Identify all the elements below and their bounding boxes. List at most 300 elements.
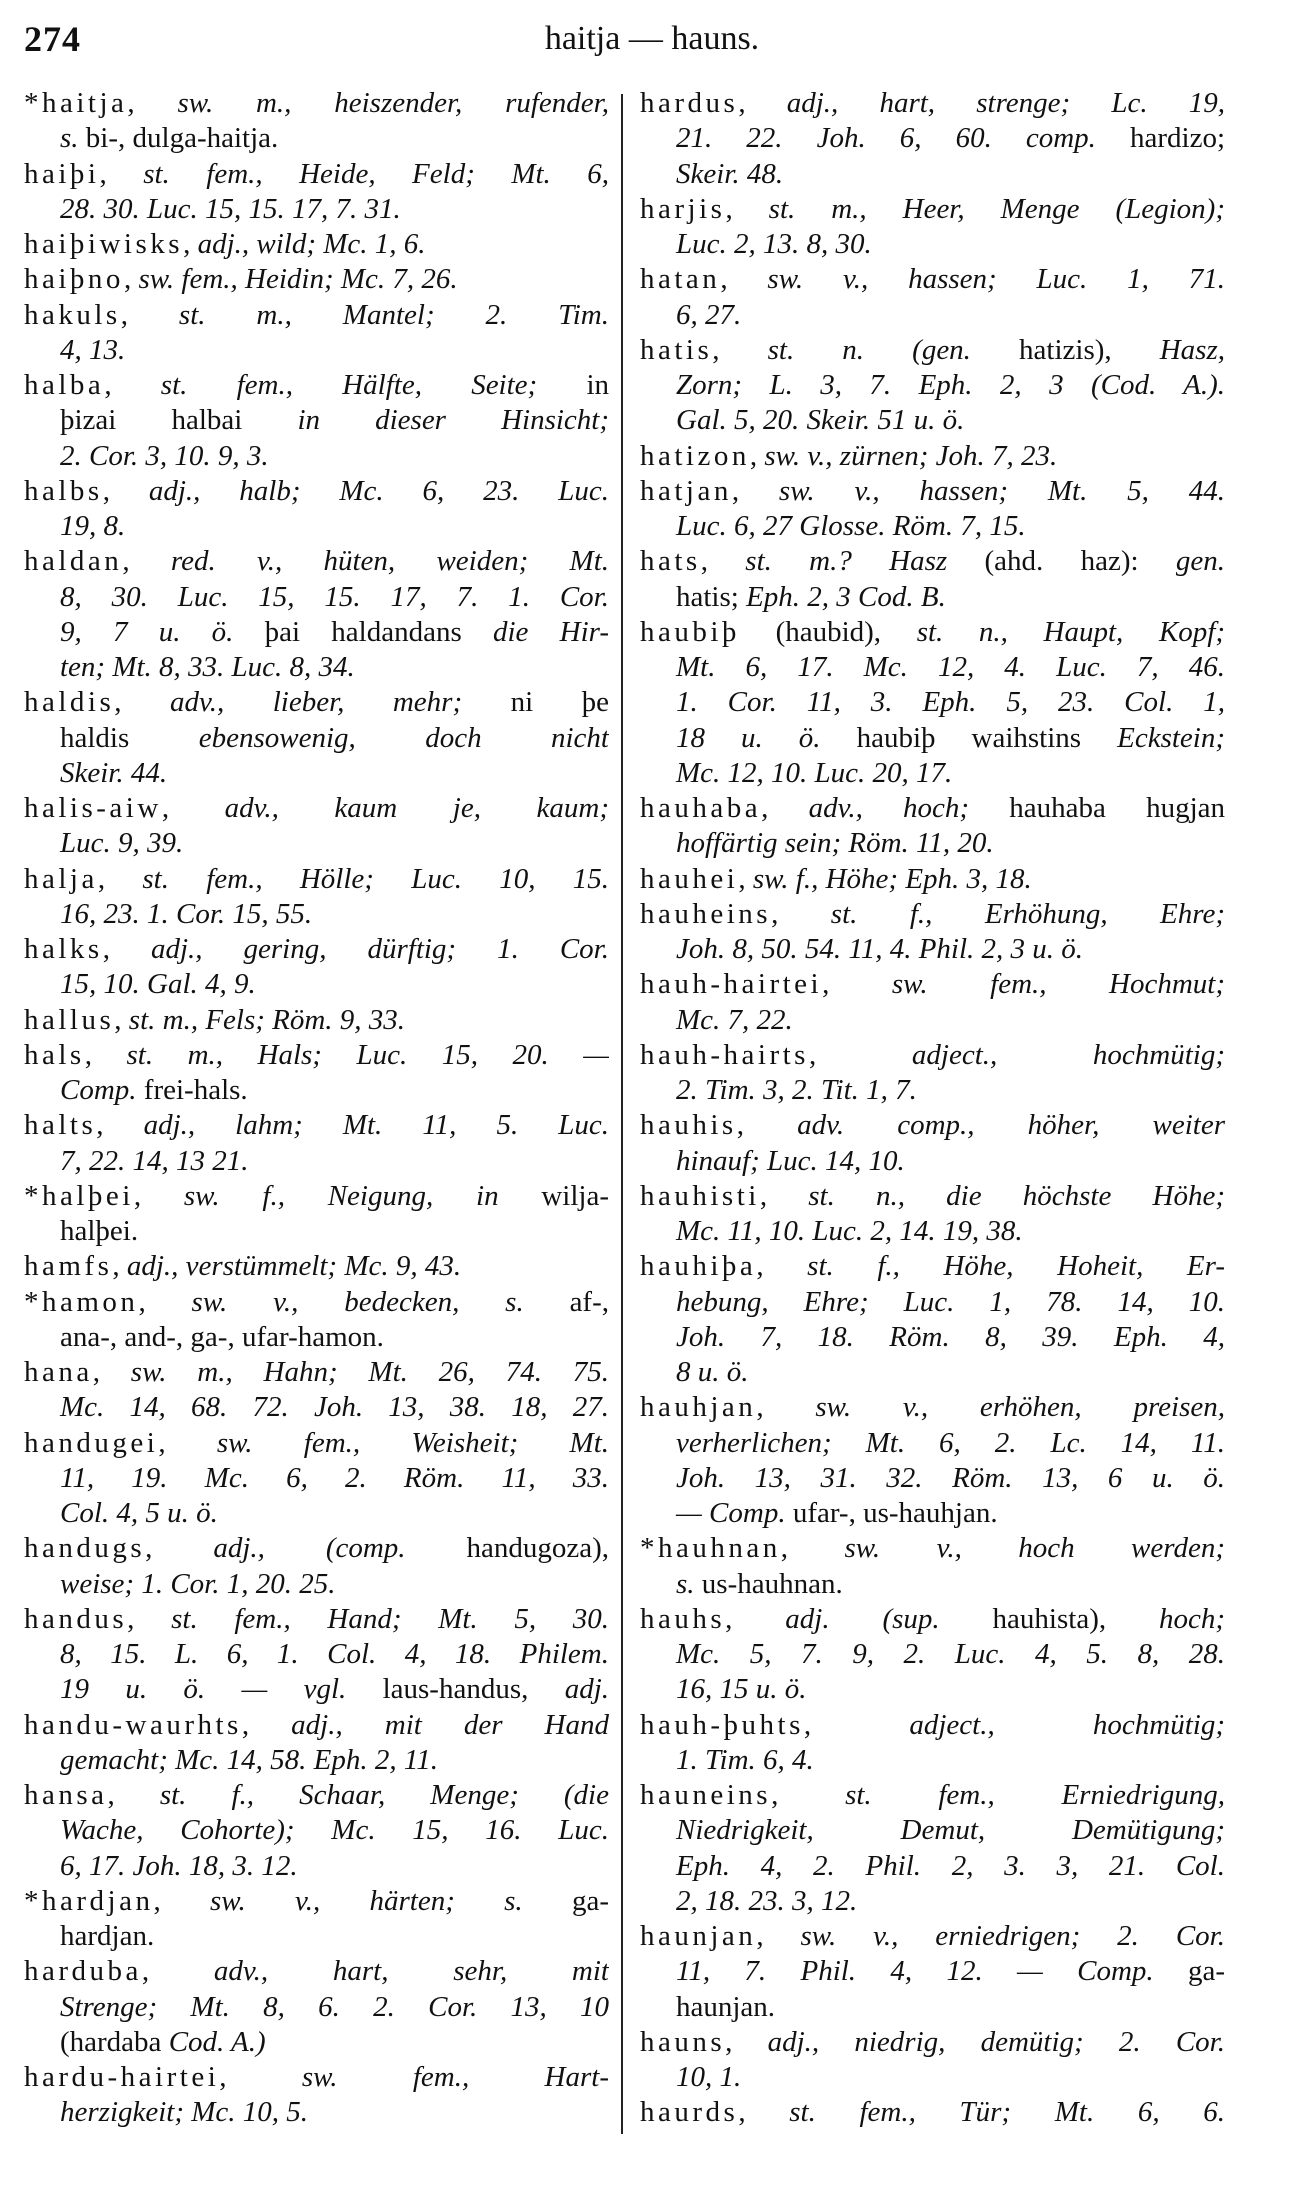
entry-line	[640, 1179, 1225, 1214]
headword: *halþei	[24, 1179, 134, 1212]
roman-text: ,	[756, 1920, 801, 1952]
entry-continuation-line	[640, 1285, 1225, 1320]
roman-text: ,	[738, 862, 753, 895]
headword: *haitja	[24, 87, 128, 119]
entry-line	[640, 1531, 1225, 1566]
roman-text: ,	[138, 1285, 192, 1318]
roman-text: ,	[102, 933, 151, 965]
italic-text: Mt. 6, 17. Mc. 12, 4. Luc. 7, 46.	[676, 651, 1225, 683]
italic-text: Skeir. 48.	[676, 157, 784, 190]
entry-continuation-line	[24, 967, 609, 1002]
headword: hauneins	[640, 1779, 772, 1811]
roman-text: ga-	[1187, 1955, 1225, 1988]
entry-continuation-line	[24, 2025, 609, 2060]
italic-text: 16, 15 u. ö.	[676, 1673, 807, 1706]
entry-continuation-line	[640, 650, 1225, 685]
headword: haiþno	[24, 263, 124, 296]
italic-text: adv. comp., höher, weiter	[797, 1109, 1225, 1142]
italic-text: 21. 22. Joh. 6, 60. comp.	[676, 122, 1130, 155]
headword: halts	[24, 1109, 97, 1142]
roman-text: ga-	[571, 1884, 609, 1917]
italic-text: st. fem., Erniedrigung,	[845, 1779, 1225, 1811]
italic-text: sw. v., hoch werden;	[844, 1532, 1225, 1565]
italic-text: Gal. 5, 20. Skeir. 51 u. ö.	[676, 404, 965, 437]
headword: halks	[24, 933, 103, 965]
italic-text: adj., wild; Mc. 1, 6.	[197, 228, 426, 260]
entry-continuation-line	[24, 1813, 609, 1848]
italic-text: adj., (comp.	[213, 1532, 467, 1565]
entry-line	[24, 298, 609, 333]
italic-text: die Hir-	[493, 615, 609, 648]
entry-line	[24, 474, 609, 509]
roman-text: haunjan.	[676, 1990, 776, 2023]
roman-text: ,	[133, 1179, 184, 1212]
italic-text: hoffärtig sein; Röm. 11, 20.	[676, 827, 994, 860]
entry-line	[640, 439, 1225, 474]
entry-continuation-line	[640, 2060, 1225, 2095]
entry-line	[640, 544, 1225, 579]
entry-line	[640, 262, 1225, 297]
entry-continuation-line	[24, 1672, 609, 1707]
entry-line	[640, 1038, 1225, 1073]
italic-text: adj., gering, dürftig; 1. Cor.	[150, 933, 609, 965]
italic-text: st. f., Höhe, Hoheit, Er-	[807, 1250, 1225, 1283]
entry-line	[640, 1919, 1225, 1954]
entry-line	[640, 1778, 1225, 1813]
roman-text: ,	[759, 1179, 809, 1212]
headword: halbs	[24, 474, 103, 507]
entry-continuation-line	[24, 1990, 609, 2025]
italic-text: 2, 18. 23. 3, 12.	[676, 1884, 858, 1917]
headword: hardu-hairtei	[24, 2061, 220, 2093]
entry-continuation-line	[24, 897, 609, 932]
roman-text: ,	[808, 1038, 912, 1071]
entry-line	[24, 544, 609, 579]
entry-continuation-line	[640, 403, 1225, 438]
headword: haldan	[24, 545, 123, 578]
headword: hansa	[24, 1779, 108, 1811]
entry-line	[24, 1355, 609, 1390]
roman-text: ,	[803, 1708, 910, 1741]
roman-text: in	[586, 369, 609, 401]
italic-text: adv., hoch;	[808, 792, 1010, 824]
headword: hauhs	[640, 1602, 726, 1635]
headword: *hardjan	[24, 1884, 154, 1917]
italic-text: Luc. 9, 39.	[60, 827, 184, 860]
entry-continuation-line	[640, 298, 1225, 333]
entry-continuation-line	[24, 756, 609, 791]
entry-continuation-line	[640, 1003, 1225, 1038]
roman-text: ,	[96, 1109, 144, 1142]
headword: handu-waurhts	[24, 1708, 242, 1741]
italic-text: ebensowenig, doch nicht	[198, 721, 609, 754]
roman-text: ,	[761, 792, 809, 824]
entry-continuation-line	[24, 1496, 609, 1531]
roman-text: ,	[114, 686, 171, 719]
italic-text: st. fem., Heide, Feld; Mt. 6,	[143, 157, 609, 190]
italic-text: st. fem., Hölle; Luc. 10, 15.	[142, 862, 609, 895]
italic-text: Mc. 7, 22.	[676, 1003, 793, 1036]
italic-text: 8, 15. L. 6, 1. Col. 4, 18. Philem.	[60, 1638, 609, 1670]
roman-text: ,	[92, 1356, 131, 1388]
entry-line	[24, 791, 609, 826]
italic-text: sw. f., Höhe; Eph. 3, 18.	[752, 862, 1032, 895]
italic-text: ten; Mt. 8, 33. Luc. 8, 34.	[60, 651, 355, 683]
entry-line	[640, 1108, 1225, 1143]
italic-text: Luc. 6, 27 Glosse. Röm. 7, 15.	[676, 510, 1026, 542]
entry-continuation-line	[24, 1214, 609, 1249]
italic-text: Luc. 2, 13. 8, 30.	[676, 228, 872, 260]
entry-continuation-line	[24, 403, 609, 438]
italic-text: hoch;	[1158, 1602, 1225, 1635]
roman-text: ,	[219, 2061, 302, 2093]
entry-line	[24, 262, 609, 297]
italic-text: st. f., Schaar, Menge; (die	[159, 1779, 609, 1811]
italic-text: 19 u. ö. — vgl.	[60, 1673, 383, 1706]
headword: hauh-þuhts	[640, 1708, 804, 1741]
roman-text: ,	[99, 157, 144, 190]
italic-text: 1. Cor. 11, 3. Eph. 5, 23. Col. 1,	[676, 686, 1225, 719]
entry-line	[24, 1108, 609, 1143]
roman-text: ,	[725, 1602, 786, 1635]
entry-continuation-line	[24, 1461, 609, 1496]
italic-text: Hasz,	[1159, 333, 1225, 366]
italic-text: Cod. A.)	[168, 2025, 266, 2058]
italic-text: s.	[676, 1567, 702, 1600]
roman-text: ,	[123, 263, 139, 296]
entry-continuation-line	[640, 1355, 1225, 1390]
entry-continuation-line	[24, 1390, 609, 1425]
italic-text: hebung, Ehre; Luc. 1, 78. 14, 10.	[676, 1285, 1225, 1318]
entry-continuation-line	[24, 333, 609, 368]
italic-text: adj., niedrig, demütig; 2. Cor.	[767, 2025, 1225, 2058]
roman-text: ni þe	[510, 686, 609, 719]
italic-text: s.	[60, 122, 86, 155]
italic-text: sw. fem., Weisheit; Mt.	[216, 1426, 609, 1459]
entry-continuation-line	[640, 932, 1225, 967]
entry-continuation-line	[24, 1073, 609, 1108]
entry-continuation-line	[24, 721, 609, 756]
roman-text: ,	[780, 1532, 845, 1565]
roman-text: hardjan.	[60, 1920, 155, 1952]
roman-text: (hardaba	[60, 2025, 169, 2058]
entry-line	[24, 86, 609, 121]
headword: *hamon	[24, 1285, 139, 1318]
headword: hauh-hairtei	[640, 968, 823, 1001]
italic-text: Joh. 13, 31. 32. Röm. 13, 6 u. ö.	[676, 1461, 1225, 1494]
italic-text: st. n. (gen.	[767, 333, 1020, 366]
roman-text: ,	[771, 897, 831, 930]
entry-line	[24, 932, 609, 967]
italic-text: sw. v., bedecken, s.	[191, 1285, 570, 1318]
entry-line	[24, 157, 609, 192]
entry-line	[640, 1249, 1225, 1284]
entry-continuation-line	[24, 615, 609, 650]
italic-text: st. fem., Tür; Mt. 6, 6.	[789, 2096, 1225, 2129]
italic-text: adj. (sup.	[785, 1602, 993, 1635]
roman-text: af-,	[569, 1285, 609, 1318]
entry-continuation-line	[640, 1884, 1225, 1919]
italic-text: 8 u. ö.	[676, 1356, 749, 1388]
entry-continuation-line	[640, 685, 1225, 720]
italic-text: adv., hart, sehr, mit	[213, 1955, 609, 1988]
roman-text: ,	[725, 192, 769, 225]
roman-text: ,	[241, 1708, 292, 1741]
headword: hatjan	[640, 474, 732, 507]
entry-continuation-line	[640, 1990, 1225, 2025]
italic-text: 16, 23. 1. Cor. 15, 55.	[60, 897, 313, 930]
italic-text: in dieser Hinsicht;	[297, 404, 609, 437]
roman-text: ,	[161, 792, 225, 824]
headword: haldis	[24, 686, 115, 719]
entry-continuation-line	[24, 192, 609, 227]
headword: hauheins	[640, 897, 772, 930]
entry-continuation-line	[24, 1919, 609, 1954]
roman-text: hatis;	[676, 580, 747, 613]
italic-text: sw. v., erhöhen, preisen,	[815, 1391, 1225, 1424]
roman-text: halþei.	[60, 1215, 139, 1247]
headword: hauhjan	[640, 1391, 757, 1424]
entry-continuation-line	[24, 1144, 609, 1179]
entry-continuation-line	[640, 1954, 1225, 1989]
entry-line	[24, 227, 609, 262]
italic-text: adj., mit der Hand	[291, 1708, 609, 1741]
entry-line	[24, 1426, 609, 1461]
italic-text: st. fem., Hand; Mt. 5, 30.	[171, 1602, 609, 1635]
entry-continuation-line	[640, 1461, 1225, 1496]
headword: halba	[24, 369, 105, 401]
entry-continuation-line	[640, 227, 1225, 262]
entry-line	[24, 1602, 609, 1637]
entry-line	[24, 1038, 609, 1073]
roman-text: þai haldandans	[264, 615, 493, 648]
entry-line	[24, 1249, 609, 1284]
entry-line	[24, 368, 609, 403]
italic-text: st. n., die höchste Höhe;	[808, 1179, 1225, 1212]
italic-text: adject., hochmütig;	[909, 1708, 1225, 1741]
headword: *hauhnan	[640, 1532, 781, 1565]
entry-line	[640, 791, 1225, 826]
roman-text: hauhista),	[992, 1602, 1159, 1635]
headword: handugei	[24, 1426, 159, 1459]
roman-text: ufar-, us-hauhjan.	[792, 1497, 998, 1529]
entry-line	[24, 1884, 609, 1919]
headword: hatis	[640, 333, 713, 366]
italic-text: Mc. 5, 7. 9, 2. Luc. 4, 5. 8, 28.	[676, 1638, 1225, 1670]
entry-continuation-line	[640, 1567, 1225, 1602]
headword: hals	[24, 1038, 85, 1071]
entry-continuation-line	[24, 2095, 609, 2130]
roman-text: frei-hals.	[143, 1074, 248, 1106]
entry-line	[24, 685, 609, 720]
headword: hana	[24, 1356, 93, 1388]
roman-text: ,	[771, 1779, 846, 1811]
entry-continuation-line	[24, 580, 609, 615]
headword: hauns	[640, 2025, 726, 2058]
italic-text: Mc. 11, 10. Luc. 2, 14. 19, 38.	[676, 1215, 1023, 1247]
italic-text: 6, 27.	[676, 298, 742, 331]
entry-line	[24, 1778, 609, 1813]
entry-continuation-line	[24, 1849, 609, 1884]
headword: halja	[24, 862, 98, 895]
entry-line	[640, 897, 1225, 932]
roman-text: ,	[700, 545, 746, 578]
headword: hauhaba	[640, 792, 762, 824]
entry-continuation-line	[640, 1849, 1225, 1884]
italic-text: 10, 1.	[676, 2061, 742, 2093]
roman-text: hatizis),	[1019, 333, 1160, 366]
headword: hallus	[24, 1003, 115, 1036]
entry-continuation-line	[640, 1672, 1225, 1707]
roman-text: ana-, and-, ga-, ufar-hamon.	[60, 1320, 384, 1353]
italic-text: Eckstein;	[1117, 721, 1225, 754]
italic-text: Eph. 4, 2. Phil. 2, 3. 3, 21. Col.	[676, 1849, 1225, 1882]
entry-line	[640, 967, 1225, 1002]
entry-line	[24, 1708, 609, 1743]
entry-line	[24, 1954, 609, 1989]
entry-continuation-line	[640, 826, 1225, 861]
entry-line	[640, 1390, 1225, 1425]
italic-text: adj., lahm; Mt. 11, 5. Luc.	[143, 1109, 609, 1142]
roman-text: ,	[112, 1250, 127, 1283]
italic-text: Joh. 7, 18. Röm. 8, 39. Eph. 4,	[676, 1320, 1225, 1353]
italic-text: st. f., Erhöhung, Ehre;	[830, 897, 1225, 930]
roman-text: ,	[756, 1250, 808, 1283]
entry-continuation-line	[640, 580, 1225, 615]
headword: haunjan	[640, 1920, 757, 1952]
roman-text: (ahd. haz):	[984, 545, 1176, 578]
italic-text: adj., hart, strenge; Lc. 19,	[786, 87, 1225, 119]
roman-text: ,	[738, 87, 787, 119]
roman-text: ,	[712, 333, 768, 366]
italic-text: st. n., Haupt, Kopf;	[916, 615, 1225, 648]
headword: handugs	[24, 1532, 146, 1565]
headword: halis-aiw	[24, 792, 162, 824]
entry-continuation-line	[640, 1073, 1225, 1108]
roman-text: þizai halbai	[60, 404, 298, 437]
headword: haiþi	[24, 157, 100, 190]
italic-text: 11, 19. Mc. 6, 2. Röm. 11, 33.	[60, 1461, 609, 1494]
entry-line	[24, 2060, 609, 2095]
entry-continuation-line	[24, 1637, 609, 1672]
headword: haurds	[640, 2096, 739, 2129]
entry-line	[24, 1179, 609, 1214]
italic-text: sw. v., hassen; Luc. 1, 71.	[767, 263, 1225, 296]
italic-text: st. fem., Hälfte, Seite;	[160, 369, 587, 401]
entry-continuation-line	[640, 1813, 1225, 1848]
roman-text: haldis	[60, 721, 199, 754]
italic-text: red. v., hüten, weiden; Mt.	[170, 545, 609, 578]
entry-continuation-line	[640, 1144, 1225, 1179]
entry-continuation-line	[24, 826, 609, 861]
running-head: haitja — hauns.	[544, 20, 760, 57]
italic-text: adv., kaum je, kaum;	[224, 792, 609, 824]
italic-text: adject., hochmütig;	[911, 1038, 1225, 1071]
entry-continuation-line	[24, 1320, 609, 1355]
entry-line	[640, 192, 1225, 227]
headword: hardus	[640, 87, 739, 119]
headword: hauhiþa	[640, 1250, 757, 1283]
italic-text: 6, 17. Joh. 18, 3. 12.	[60, 1849, 298, 1882]
roman-text: ,	[183, 228, 198, 260]
roman-text: handugoza),	[466, 1532, 609, 1565]
entry-continuation-line	[640, 1320, 1225, 1355]
roman-text: ,	[725, 2025, 768, 2058]
roman-text: (haubid),	[739, 615, 917, 648]
headword: hatan	[640, 263, 721, 296]
headword: haiþiwisks	[24, 228, 184, 260]
entry-continuation-line	[24, 1743, 609, 1778]
italic-text: 19, 8.	[60, 510, 126, 542]
italic-text: 18 u. ö.	[676, 721, 857, 754]
entry-continuation-line	[640, 721, 1225, 756]
italic-text: weise; 1. Cor. 1, 20. 25.	[60, 1567, 336, 1600]
italic-text: sw. m., Hahn; Mt. 26, 74. 75.	[130, 1356, 609, 1388]
entry-line	[24, 1285, 609, 1320]
entry-continuation-line	[640, 509, 1225, 544]
italic-text: 28. 30. Luc. 15, 15. 17, 7. 31.	[60, 192, 401, 225]
entry-continuation-line	[640, 1496, 1225, 1531]
italic-text: herzigkeit; Mc. 10, 5.	[60, 2096, 309, 2129]
entry-line	[24, 1003, 609, 1038]
italic-text: adj.	[564, 1673, 609, 1706]
italic-text: 9, 7 u. ö.	[60, 615, 265, 648]
italic-text: 7, 22. 14, 13 21.	[60, 1144, 249, 1177]
italic-text: adv., lieber, mehr;	[170, 686, 511, 719]
headword: hauhisti	[640, 1179, 760, 1212]
entry-line	[640, 615, 1225, 650]
roman-text: ,	[738, 2096, 790, 2129]
roman-text: hauhaba hugjan	[1009, 792, 1225, 824]
roman-text: ,	[127, 1602, 172, 1635]
italic-text: 2. Cor. 3, 10. 9, 3.	[60, 439, 269, 472]
right-column	[640, 86, 1225, 2131]
roman-text: us-hauhnan.	[701, 1567, 843, 1600]
italic-text: st. m., Heer, Menge (Legion);	[768, 192, 1225, 225]
entry-continuation-line	[24, 121, 609, 156]
italic-text: Skeir. 44.	[60, 756, 168, 789]
italic-text: adj., verstümmelt; Mc. 9, 43.	[126, 1250, 462, 1283]
left-column	[24, 86, 609, 2131]
roman-text: ,	[720, 263, 768, 296]
headword: haubiþ	[640, 615, 740, 648]
entry-line	[640, 862, 1225, 897]
italic-text: st. m., Fels; Röm. 9, 33.	[128, 1003, 406, 1036]
roman-text: haubiþ waihstins	[856, 721, 1118, 754]
italic-text: Niedrigkeit, Demut, Demütigung;	[676, 1814, 1225, 1847]
entry-line	[640, 2095, 1225, 2130]
entry-continuation-line	[640, 1214, 1225, 1249]
entry-continuation-line	[640, 368, 1225, 403]
entry-continuation-line	[640, 157, 1225, 192]
italic-text: hinauf; Luc. 14, 10.	[676, 1144, 905, 1177]
headword: handus	[24, 1602, 128, 1635]
roman-text: ,	[731, 474, 779, 507]
headword: harjis	[640, 192, 726, 225]
entry-continuation-line	[640, 1426, 1225, 1461]
italic-text: 15, 10. Gal. 4, 9.	[60, 968, 256, 1001]
italic-text: verherlichen; Mt. 6, 2. Lc. 14, 11.	[676, 1426, 1225, 1459]
entry-continuation-line	[24, 439, 609, 474]
italic-text: Wache, Cohorte); Mc. 15, 16. Luc.	[60, 1814, 609, 1847]
italic-text: 4, 13.	[60, 333, 126, 366]
italic-text: 2. Tim. 3, 2. Tit. 1, 7.	[676, 1074, 917, 1106]
roman-text: ,	[153, 1884, 210, 1917]
entry-continuation-line	[24, 650, 609, 685]
italic-text: — Comp.	[676, 1497, 793, 1529]
roman-text: ,	[141, 1955, 214, 1988]
headword: hatizon	[640, 439, 750, 472]
